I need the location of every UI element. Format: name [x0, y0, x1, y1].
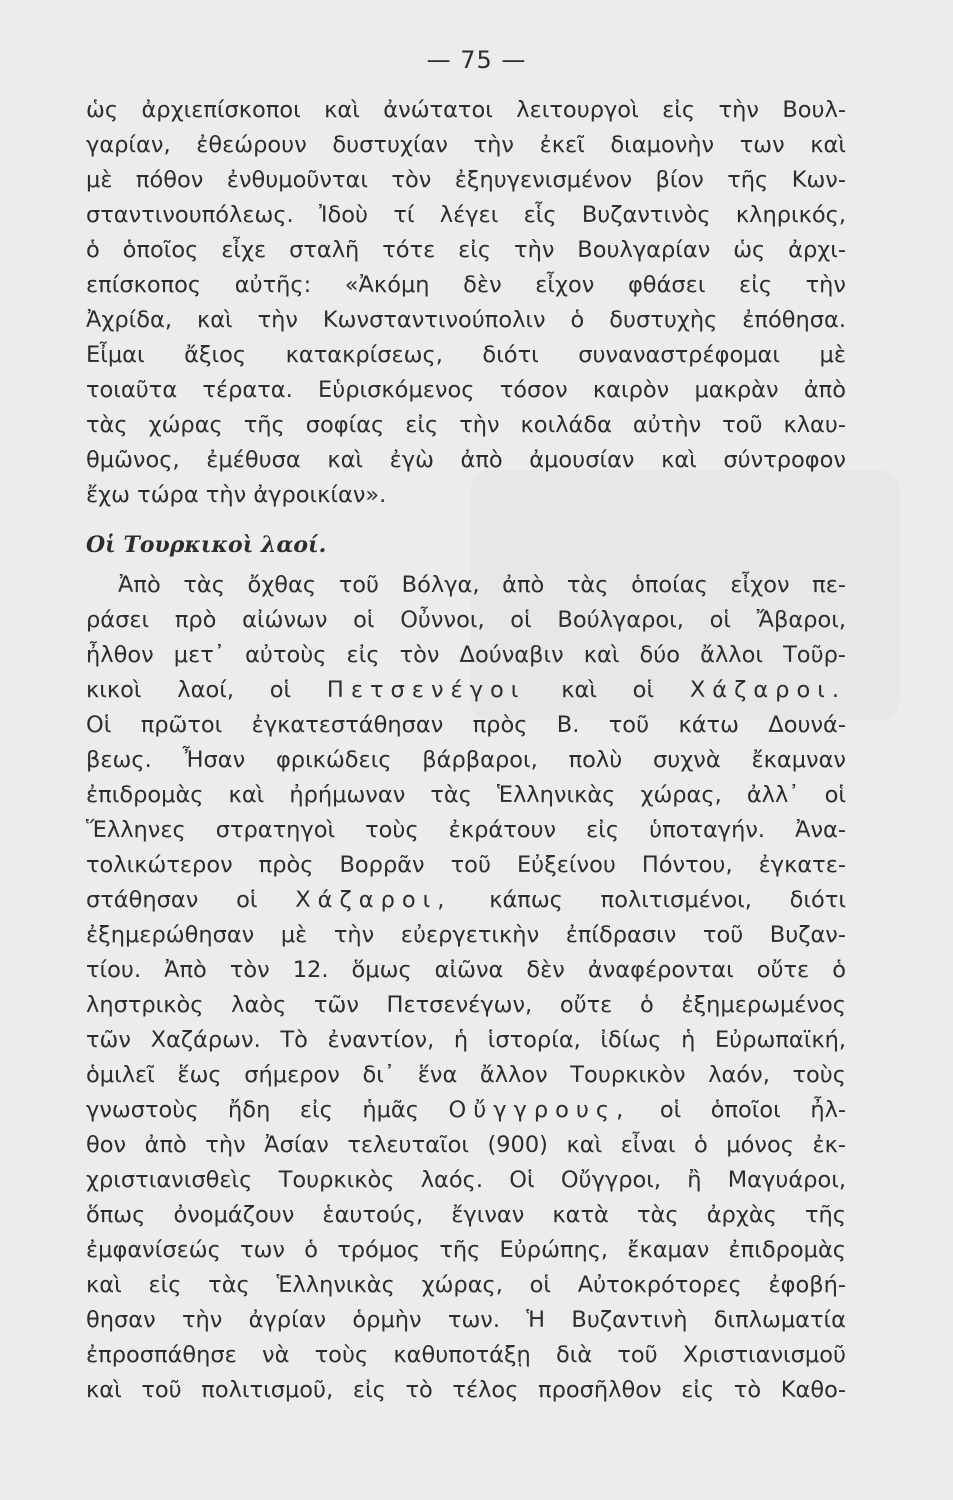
text-line: μὲ πόθον ἐνθυμοῦνται τὸν ἐξηυγενισμένον βίον τῆς Κων- — [86, 167, 846, 193]
text-line: Οἱ πρῶτοι ἐγκατεστάθησαν πρὸς Β. τοῦ κάτω Δουνά- — [86, 712, 846, 738]
spaced-name-chazaroi: Χάζαροι. — [689, 677, 846, 703]
text-line: ἐπροσπάθησε νὰ τοὺς καθυποτάξῃ διὰ τοῦ Χριστιανισμοῦ — [86, 1342, 846, 1368]
text-line: Εἶμαι ἄξιος κατακρίσεως, διότι συναναστρέφομαι μὲ — [86, 342, 846, 368]
text-segment: κάπως πολιτισμένοι, διότι — [489, 887, 846, 913]
text-segment: κικοὶ λαοί, οἱ — [86, 677, 292, 703]
text-line — [86, 673, 846, 707]
text-line: καὶ τοῦ πολιτισμοῦ, εἰς τὸ τέλος προσῆλθον εἰς τὸ Καθο- — [86, 1377, 846, 1403]
text-line: ἔχω τώρα τὴν ἀγροικίαν». — [86, 482, 387, 508]
text-line: τοιαῦτα τέρατα. Εὑρισκόμενος τόσον καιρὸν μακρὰν ἀπὸ — [86, 377, 846, 403]
text-line: Ἕλληνες στρατηγοὶ τοὺς ἐκράτουν εἰς ὑποταγήν. Ἀνα- — [86, 817, 846, 843]
text-line: θησαν τὴν ἀγρίαν ὁρμὴν των. Ἡ Βυζαντινὴ διπλωματία — [86, 1307, 846, 1333]
text-segment: γνωστοὺς ἤδη εἰς ἡμᾶς — [86, 1097, 419, 1123]
text-segment: στάθησαν οἱ — [86, 887, 258, 913]
text-line — [86, 1093, 846, 1127]
text-line: θον ἀπὸ τὴν Ἀσίαν τελευταῖοι (900) καὶ εἶναι ὁ μόνος ἐκ- — [86, 1132, 846, 1158]
text-line: γαρίαν, ἐθεώρουν δυστυχίαν τὴν ἐκεῖ διαμονὴν των καὶ — [86, 132, 846, 158]
spaced-name-ouggrous: Οὔγγρους, — [448, 1097, 631, 1123]
text-line: χριστιανισθεὶς Τουρκικὸς λαός. Οἱ Οὔγγροι, ἢ Μαγυάροι, — [86, 1167, 846, 1193]
text-line: Ἀπὸ τὰς ὄχθας τοῦ Βόλγα, ἀπὸ τὰς ὁποίας εἶχον πε- — [118, 572, 846, 598]
text-segment: οἱ ὁποῖοι ἦλ- — [659, 1097, 846, 1123]
text-line: τὰς χώρας τῆς σοφίας εἰς τὴν κοιλάδα αὐτὴν τοῦ κλαυ- — [86, 412, 846, 438]
text-segment: καὶ οἱ — [561, 677, 655, 703]
text-line: ἐπιδρομὰς καὶ ἠρήμωναν τὰς Ἑλληνικὰς χώρας, ἀλλ᾿ οἱ — [86, 782, 846, 808]
text-line: ράσει πρὸ αἰώνων οἱ Οὖννοι, οἱ Βούλγαροι, οἱ Ἄβαροι, — [86, 607, 846, 633]
text-line: ὅπως ὀνομάζουν ἑαυτούς, ἔγιναν κατὰ τὰς ἀρχὰς τῆς — [86, 1202, 846, 1228]
text-line: ληστρικὸς λαὸς τῶν Πετσενέγων, οὔτε ὁ ἐξημερωμένος — [86, 992, 846, 1018]
text-line: ἦλθον μετ᾿ αὐτοὺς εἰς τὸν Δούναβιν καὶ δύο ἄλλοι Τοῦρ- — [86, 642, 846, 668]
text-line: σταντινουπόλεως. Ἰδοὺ τί λέγει εἷς Βυζαντινὸς κληρικός, — [86, 202, 846, 228]
page-number: — 75 — — [426, 46, 527, 74]
text-line: Ἀχρίδα, καὶ τὴν Κωνσταντινούπολιν ὁ δυστυχὴς ἐπόθησα. — [86, 307, 846, 333]
text-line: επίσκοπος αὐτῆς: «Ἀκόμη δὲν εἶχον φθάσει εἰς τὴν — [86, 272, 846, 298]
section-heading: Οἱ Τουρκικοὶ λαοί. — [86, 532, 327, 558]
text-line: τῶν Χαζάρων. Τὸ ἐναντίον, ἡ ἱστορία, ἰδίως ἡ Εὐρωπαϊκή, — [86, 1027, 846, 1053]
text-line: ἐμφανίσεώς των ὁ τρόμος τῆς Εὐρώπης, ἔκαμαν ἐπιδρομὰς — [86, 1237, 846, 1263]
text-line: βεως. Ἦσαν φρικώδεις βάρβαροι, πολὺ συχνὰ ἔκαμναν — [86, 747, 846, 773]
text-line: τίου. Ἀπὸ τὸν 12. ὅμως αἰῶνα δὲν ἀναφέρονται οὔτε ὁ — [86, 957, 846, 983]
text-line: ὡς ἀρχιεπίσκοποι καὶ ἀνώτατοι λειτουργοὶ εἰς τὴν Βουλ- — [86, 97, 846, 123]
text-line: ὁμιλεῖ ἕως σήμερον δι᾿ ἕνα ἄλλον Τουρκικὸν λαόν, τοὺς — [86, 1062, 846, 1088]
spaced-name-petsenegoi: Πετσενέγοι — [326, 677, 526, 703]
text-line — [86, 883, 846, 917]
text-line: θμῶνος, ἐμέθυσα καὶ ἐγὼ ἀπὸ ἀμουσίαν καὶ σύντροφον — [86, 447, 846, 473]
text-line: τολικώτερον πρὸς Βορρᾶν τοῦ Εὐξείνου Πόντου, ἐγκατε- — [86, 852, 846, 878]
text-line: ὁ ὁποῖος εἶχε σταλῆ τότε εἰς τὴν Βουλγαρίαν ὡς ἀρχι- — [86, 237, 846, 263]
text-line: καὶ εἰς τὰς Ἑλληνικὰς χώρας, οἱ Αὐτοκρότορες ἐφοβή- — [86, 1272, 846, 1298]
text-line: ἐξημερώθησαν μὲ τὴν εὐεργετικὴν ἐπίδρασιν τοῦ Βυζαν- — [86, 922, 846, 948]
spaced-name-chazaroi: Χάζαροι, — [295, 887, 452, 913]
